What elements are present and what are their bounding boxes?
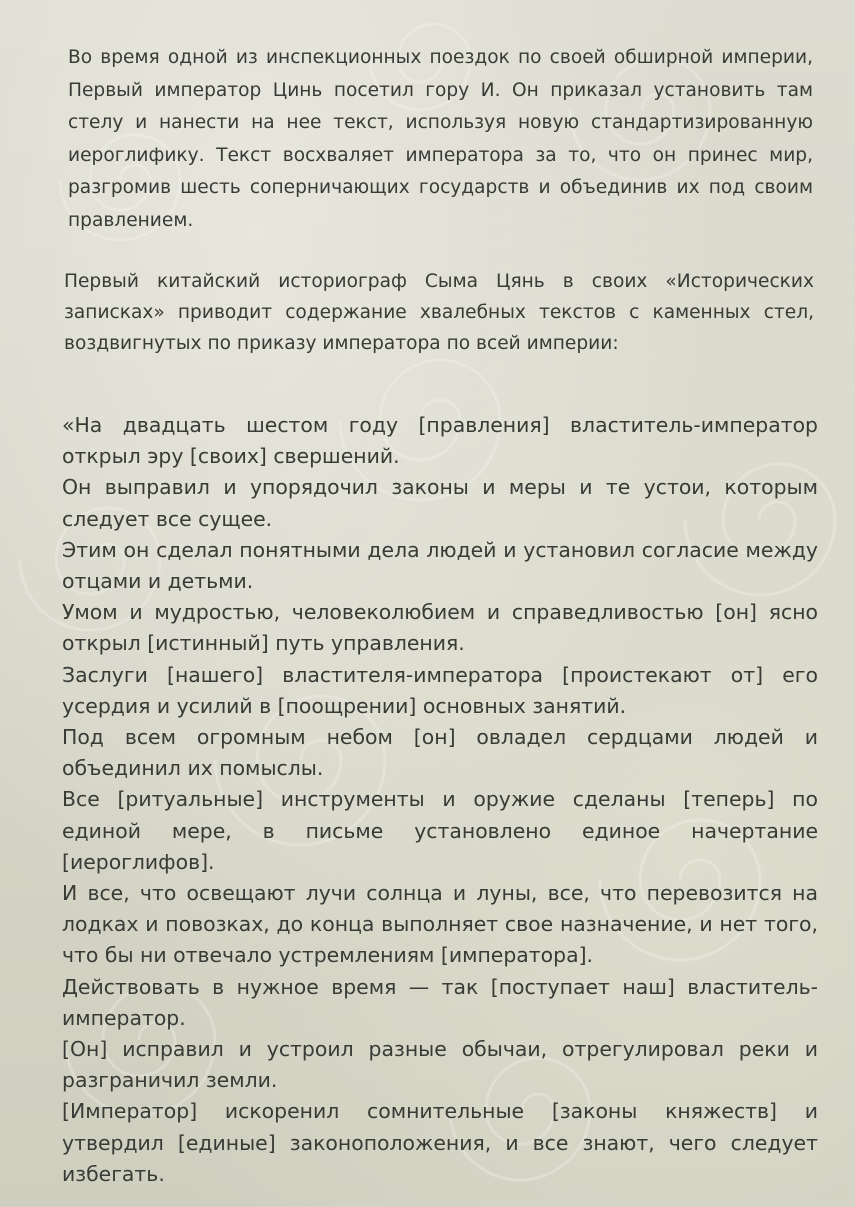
quote-line: «На двадцать шестом году [правления] властитель-император открыл эру [своих] свершений. — [62, 413, 818, 469]
quote-line: Действовать в нужное время — так [поступает наш] властитель-император. — [62, 974, 818, 1030]
stele-quote — [62, 410, 818, 1190]
quote-line: Все [ритуальные] инструменты и оружие сделаны [теперь] по единой мере, в письме установлено единое начертание [иероглифов]. — [62, 787, 818, 874]
quote-line: Он выправил и упорядочил законы и меры и те устои, которым следует все сущее. — [62, 475, 818, 531]
historiographer-paragraph: Первый китайский историограф Сыма Цянь в своих «Исторических записках» приводит содержание хвалебных текстов с каменных стел, воздвигнутых по приказу императора по всей империи: — [64, 271, 814, 354]
quote-line: [Он] исправил и устроил разные обычаи, отрегулировал реки и разграничил земли. — [62, 1037, 818, 1093]
quote-line: Умом и мудростью, человеколюбием и справедливостью [он] ясно открыл [истинный] путь управления. — [62, 600, 818, 656]
quote-line: Этим он сделал понятными дела людей и установил согласие между отцами и детьми. — [62, 537, 818, 594]
quote-line: Под всем огромным небом [он] овладел сердцами людей и объединил их помыслы. — [62, 725, 818, 781]
quote-line: [Император] искоренил сомнительные [законы княжеств] и утвердил [единые] законоположения, и все знают, чего следует избегать. — [62, 1099, 818, 1186]
intro-paragraph: Во время одной из инспекционных поездок по своей обширной империи, Первый император Цинь посетил гору И. Он приказал установить там стелу и нанести на нее текст, используя новую стандартизированную иероглифику. Текст восхваляет императора за то, что он принес мир, разгромив шесть соперничающих государств и объединив их под своим правлением. — [68, 47, 813, 231]
quote-line: И все, что освещают лучи солнца и луны, все, что перевозится на лодках и повозках, до конца выполняет свое назначение, и нет того, что бы ни отвечало устремлениям [императора]. — [62, 881, 818, 968]
quote-line: Заслуги [нашего] властителя-императора [проистекают от] его усердия и усилий в [поощрении] основных занятий. — [62, 662, 818, 718]
